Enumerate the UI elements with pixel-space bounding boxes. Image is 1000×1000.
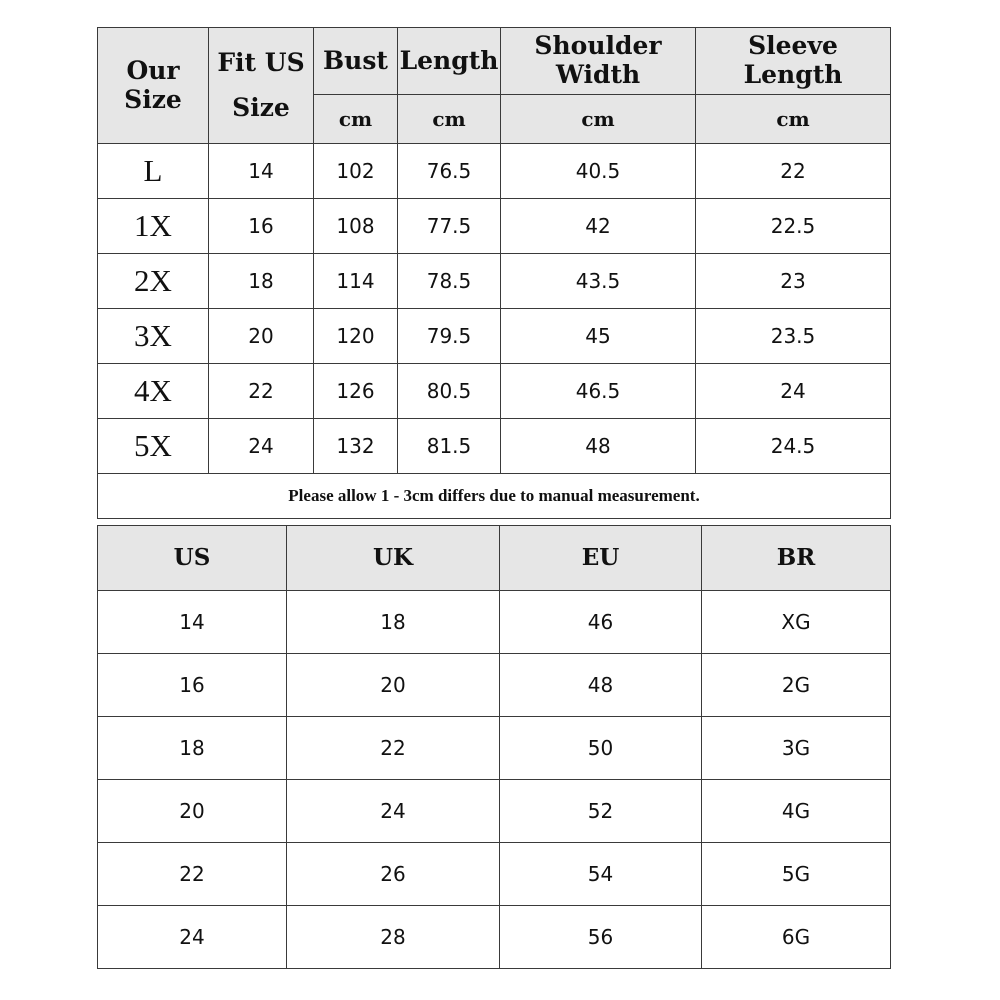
- header-our-size: Our Size: [98, 28, 209, 144]
- header-br: BR: [702, 526, 891, 591]
- unit-sleeve-length: cm: [696, 95, 891, 144]
- cell-length: 79.5: [398, 309, 501, 364]
- cell-bust: 102: [314, 144, 398, 199]
- cell-us: 24: [98, 906, 287, 969]
- cell-br: 2G: [702, 654, 891, 717]
- cell-sleeve-length: 23.5: [696, 309, 891, 364]
- table-row: [98, 199, 891, 254]
- cell-fit-us: 14: [209, 144, 314, 199]
- header-fit-us-size: [209, 28, 314, 144]
- cell-fit-us: 24: [209, 419, 314, 474]
- unit-bust: cm: [314, 95, 398, 144]
- cell-uk: 18: [287, 591, 500, 654]
- cell-us: 18: [98, 717, 287, 780]
- unit-shoulder-width: cm: [501, 95, 696, 144]
- cell-eu: 52: [500, 780, 702, 843]
- cell-uk: 26: [287, 843, 500, 906]
- table-row: [98, 591, 891, 654]
- cell-bust: 108: [314, 199, 398, 254]
- cell-fit-us: 18: [209, 254, 314, 309]
- cell-bust: 120: [314, 309, 398, 364]
- cell-eu: 46: [500, 591, 702, 654]
- cell-length: 77.5: [398, 199, 501, 254]
- cell-our-size: 5X: [98, 419, 209, 474]
- table-row: [98, 654, 891, 717]
- cell-uk: 28: [287, 906, 500, 969]
- cell-shoulder-width: 48: [501, 419, 696, 474]
- header-fit-us-size-word: Size: [232, 92, 290, 122]
- cell-sleeve-length: 22: [696, 144, 891, 199]
- cell-br: 6G: [702, 906, 891, 969]
- cell-length: 80.5: [398, 364, 501, 419]
- cell-us: 20: [98, 780, 287, 843]
- cell-us: 14: [98, 591, 287, 654]
- cell-shoulder-width: 45: [501, 309, 696, 364]
- table-row: [98, 364, 891, 419]
- cell-sleeve-length: 22.5: [696, 199, 891, 254]
- cell-fit-us: 20: [209, 309, 314, 364]
- cell-fit-us: 22: [209, 364, 314, 419]
- cell-uk: 22: [287, 717, 500, 780]
- cell-br: XG: [702, 591, 891, 654]
- table-row: [98, 309, 891, 364]
- cell-eu: 48: [500, 654, 702, 717]
- cell-our-size: 3X: [98, 309, 209, 364]
- cell-eu: 56: [500, 906, 702, 969]
- size-chart-header-row: [98, 28, 891, 95]
- conversion-header-row: [98, 526, 891, 591]
- cell-our-size: 1X: [98, 199, 209, 254]
- conversion-chart: [97, 525, 890, 969]
- table-row: [98, 906, 891, 969]
- cell-uk: 20: [287, 654, 500, 717]
- header-uk: UK: [287, 526, 500, 591]
- cell-shoulder-width: 43.5: [501, 254, 696, 309]
- cell-our-size: 4X: [98, 364, 209, 419]
- cell-length: 81.5: [398, 419, 501, 474]
- table-row: [98, 780, 891, 843]
- cell-shoulder-width: 40.5: [501, 144, 696, 199]
- conversion-chart-table: [97, 525, 891, 969]
- cell-fit-us: 16: [209, 199, 314, 254]
- cell-length: 76.5: [398, 144, 501, 199]
- table-row: [98, 419, 891, 474]
- unit-length: cm: [398, 95, 501, 144]
- table-row: [98, 717, 891, 780]
- cell-our-size: 2X: [98, 254, 209, 309]
- header-length: Length: [398, 28, 501, 95]
- cell-sleeve-length: 24.5: [696, 419, 891, 474]
- cell-eu: 54: [500, 843, 702, 906]
- cell-bust: 114: [314, 254, 398, 309]
- table-row: [98, 144, 891, 199]
- cell-bust: 132: [314, 419, 398, 474]
- table-row: [98, 254, 891, 309]
- cell-bust: 126: [314, 364, 398, 419]
- header-bust: Bust: [314, 28, 398, 95]
- cell-br: 3G: [702, 717, 891, 780]
- cell-us: 22: [98, 843, 287, 906]
- cell-shoulder-width: 42: [501, 199, 696, 254]
- header-fit-us: Fit US: [217, 47, 305, 77]
- cell-shoulder-width: 46.5: [501, 364, 696, 419]
- header-shoulder-width: Shoulder Width: [501, 28, 696, 95]
- cell-sleeve-length: 23: [696, 254, 891, 309]
- cell-us: 16: [98, 654, 287, 717]
- size-chart-table: [97, 27, 891, 519]
- cell-br: 4G: [702, 780, 891, 843]
- size-chart: [97, 27, 890, 519]
- cell-our-size: L: [98, 144, 209, 199]
- header-us: US: [98, 526, 287, 591]
- table-row: [98, 843, 891, 906]
- cell-length: 78.5: [398, 254, 501, 309]
- measurement-note: Please allow 1 - 3cm differs due to manual measurement.: [98, 474, 891, 519]
- cell-sleeve-length: 24: [696, 364, 891, 419]
- header-sleeve-length: Sleeve Length: [696, 28, 891, 95]
- cell-eu: 50: [500, 717, 702, 780]
- cell-uk: 24: [287, 780, 500, 843]
- note-row: [98, 474, 891, 519]
- cell-br: 5G: [702, 843, 891, 906]
- header-eu: EU: [500, 526, 702, 591]
